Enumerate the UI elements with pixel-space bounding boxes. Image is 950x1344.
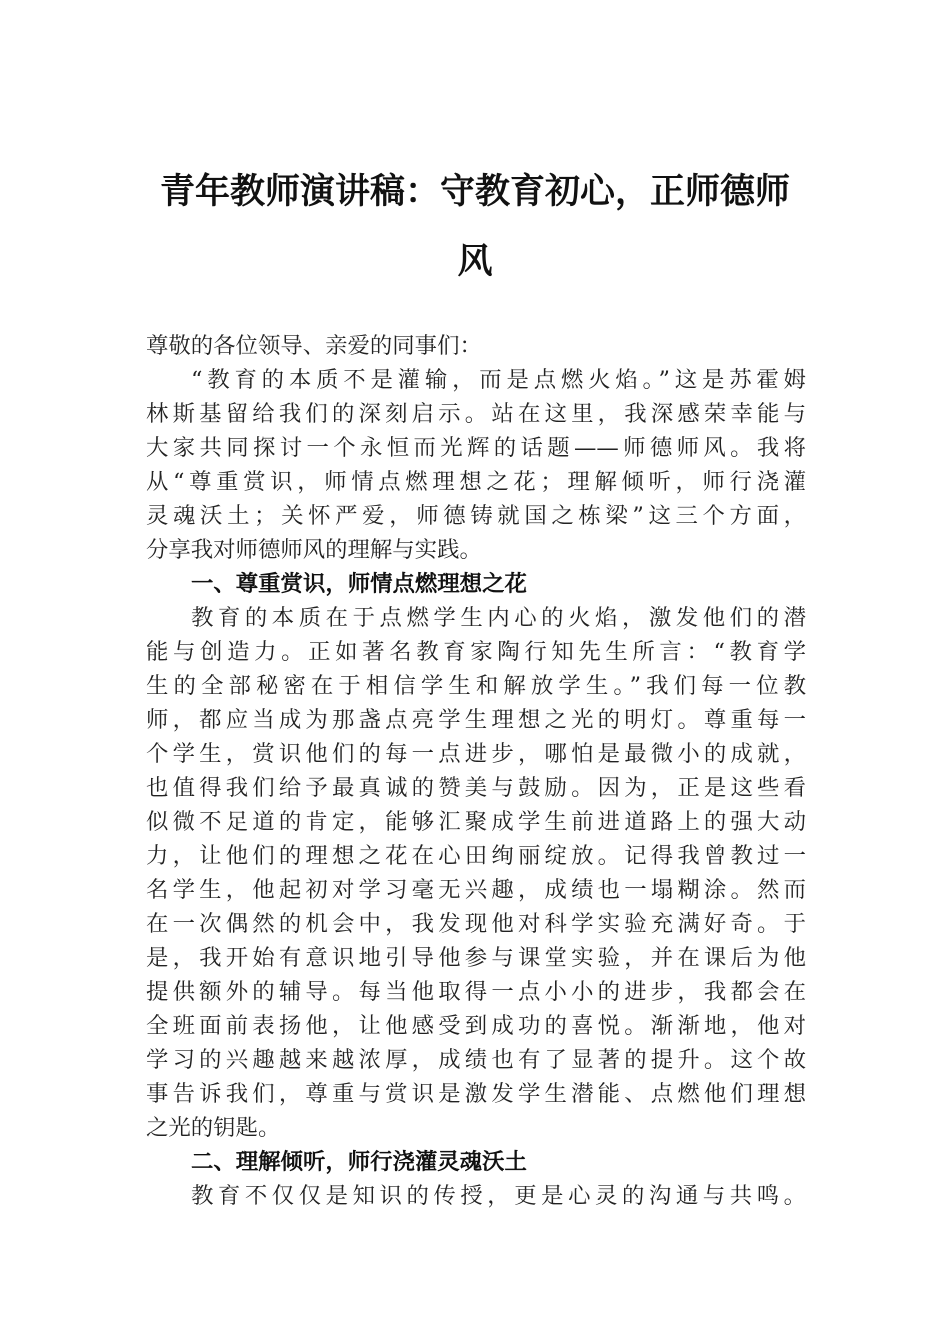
body-line: 灵魂沃土；关怀严爱，师德铸就国之栋梁”这三个方面， <box>146 503 806 529</box>
body-line: 事告诉我们，尊重与赏识是激发学生潜能、点燃他们理想 <box>146 1081 806 1107</box>
body-line: 之光的钥匙。 <box>146 1115 281 1141</box>
body-line: 力，让他们的理想之花在心田绚丽绽放。记得我曾教过一 <box>146 843 806 869</box>
body-line: 名学生，他起初对学习毫无兴趣，成绩也一塌糊涂。然而 <box>146 877 806 903</box>
body-line: 从“尊重赏识，师情点燃理想之花；理解倾听，师行浇灌 <box>146 469 806 495</box>
document-title-line-2: 风 <box>457 241 493 282</box>
body-line: 林斯基留给我们的深刻启示。站在这里，我深感荣幸能与 <box>146 401 806 427</box>
body-line: 生的全部秘密在于相信学生和解放学生。”我们每一位教 <box>146 673 806 699</box>
body-line: 大家共同探讨一个永恒而光辉的话题——师德师风。我将 <box>146 435 806 461</box>
body-line: 学习的兴趣越来越浓厚，成绩也有了显著的提升。这个故 <box>146 1047 806 1073</box>
body-line: 分享我对师德师风的理解与实践。 <box>146 537 482 563</box>
body-line: 全班面前表扬他，让他感受到成功的喜悦。渐渐地，他对 <box>146 1013 806 1039</box>
body-line: 似微不足道的肯定，能够汇聚成学生前进道路上的强大动 <box>146 809 806 835</box>
body-line: 提供额外的辅导。每当他取得一点小小的进步，我都会在 <box>146 979 806 1005</box>
body-line: 是，我开始有意识地引导他参与课堂实验，并在课后为他 <box>146 945 806 971</box>
section-heading-2: 二、理解倾听，师行浇灌灵魂沃土 <box>191 1149 527 1175</box>
body-line: “教育的本质不是灌输，而是点燃火焰。”这是苏霍姆 <box>191 367 806 393</box>
body-line: 也值得我们给予最真诚的赞美与鼓励。因为，正是这些看 <box>146 775 806 801</box>
body-line: 能与创造力。正如著名教育家陶行知先生所言：“教育学 <box>146 639 806 665</box>
salutation: 尊敬的各位领导、亲爱的同事们： <box>146 333 482 359</box>
body-line: 教育的本质在于点燃学生内心的火焰，激发他们的潜 <box>191 605 806 631</box>
body-line: 个学生，赏识他们的每一点进步，哪怕是最微小的成就， <box>146 741 806 767</box>
document-title-line-1: 青年教师演讲稿：守教育初心，正师德师 <box>159 171 790 212</box>
body-line: 在一次偶然的机会中，我发现他对科学实验充满好奇。于 <box>146 911 806 937</box>
body-line: 师，都应当成为那盏点亮学生理想之光的明灯。尊重每一 <box>146 707 806 733</box>
body-line: 教育不仅仅是知识的传授，更是心灵的沟通与共鸣。 <box>191 1183 806 1209</box>
section-heading-1: 一、尊重赏识，师情点燃理想之花 <box>191 571 527 597</box>
